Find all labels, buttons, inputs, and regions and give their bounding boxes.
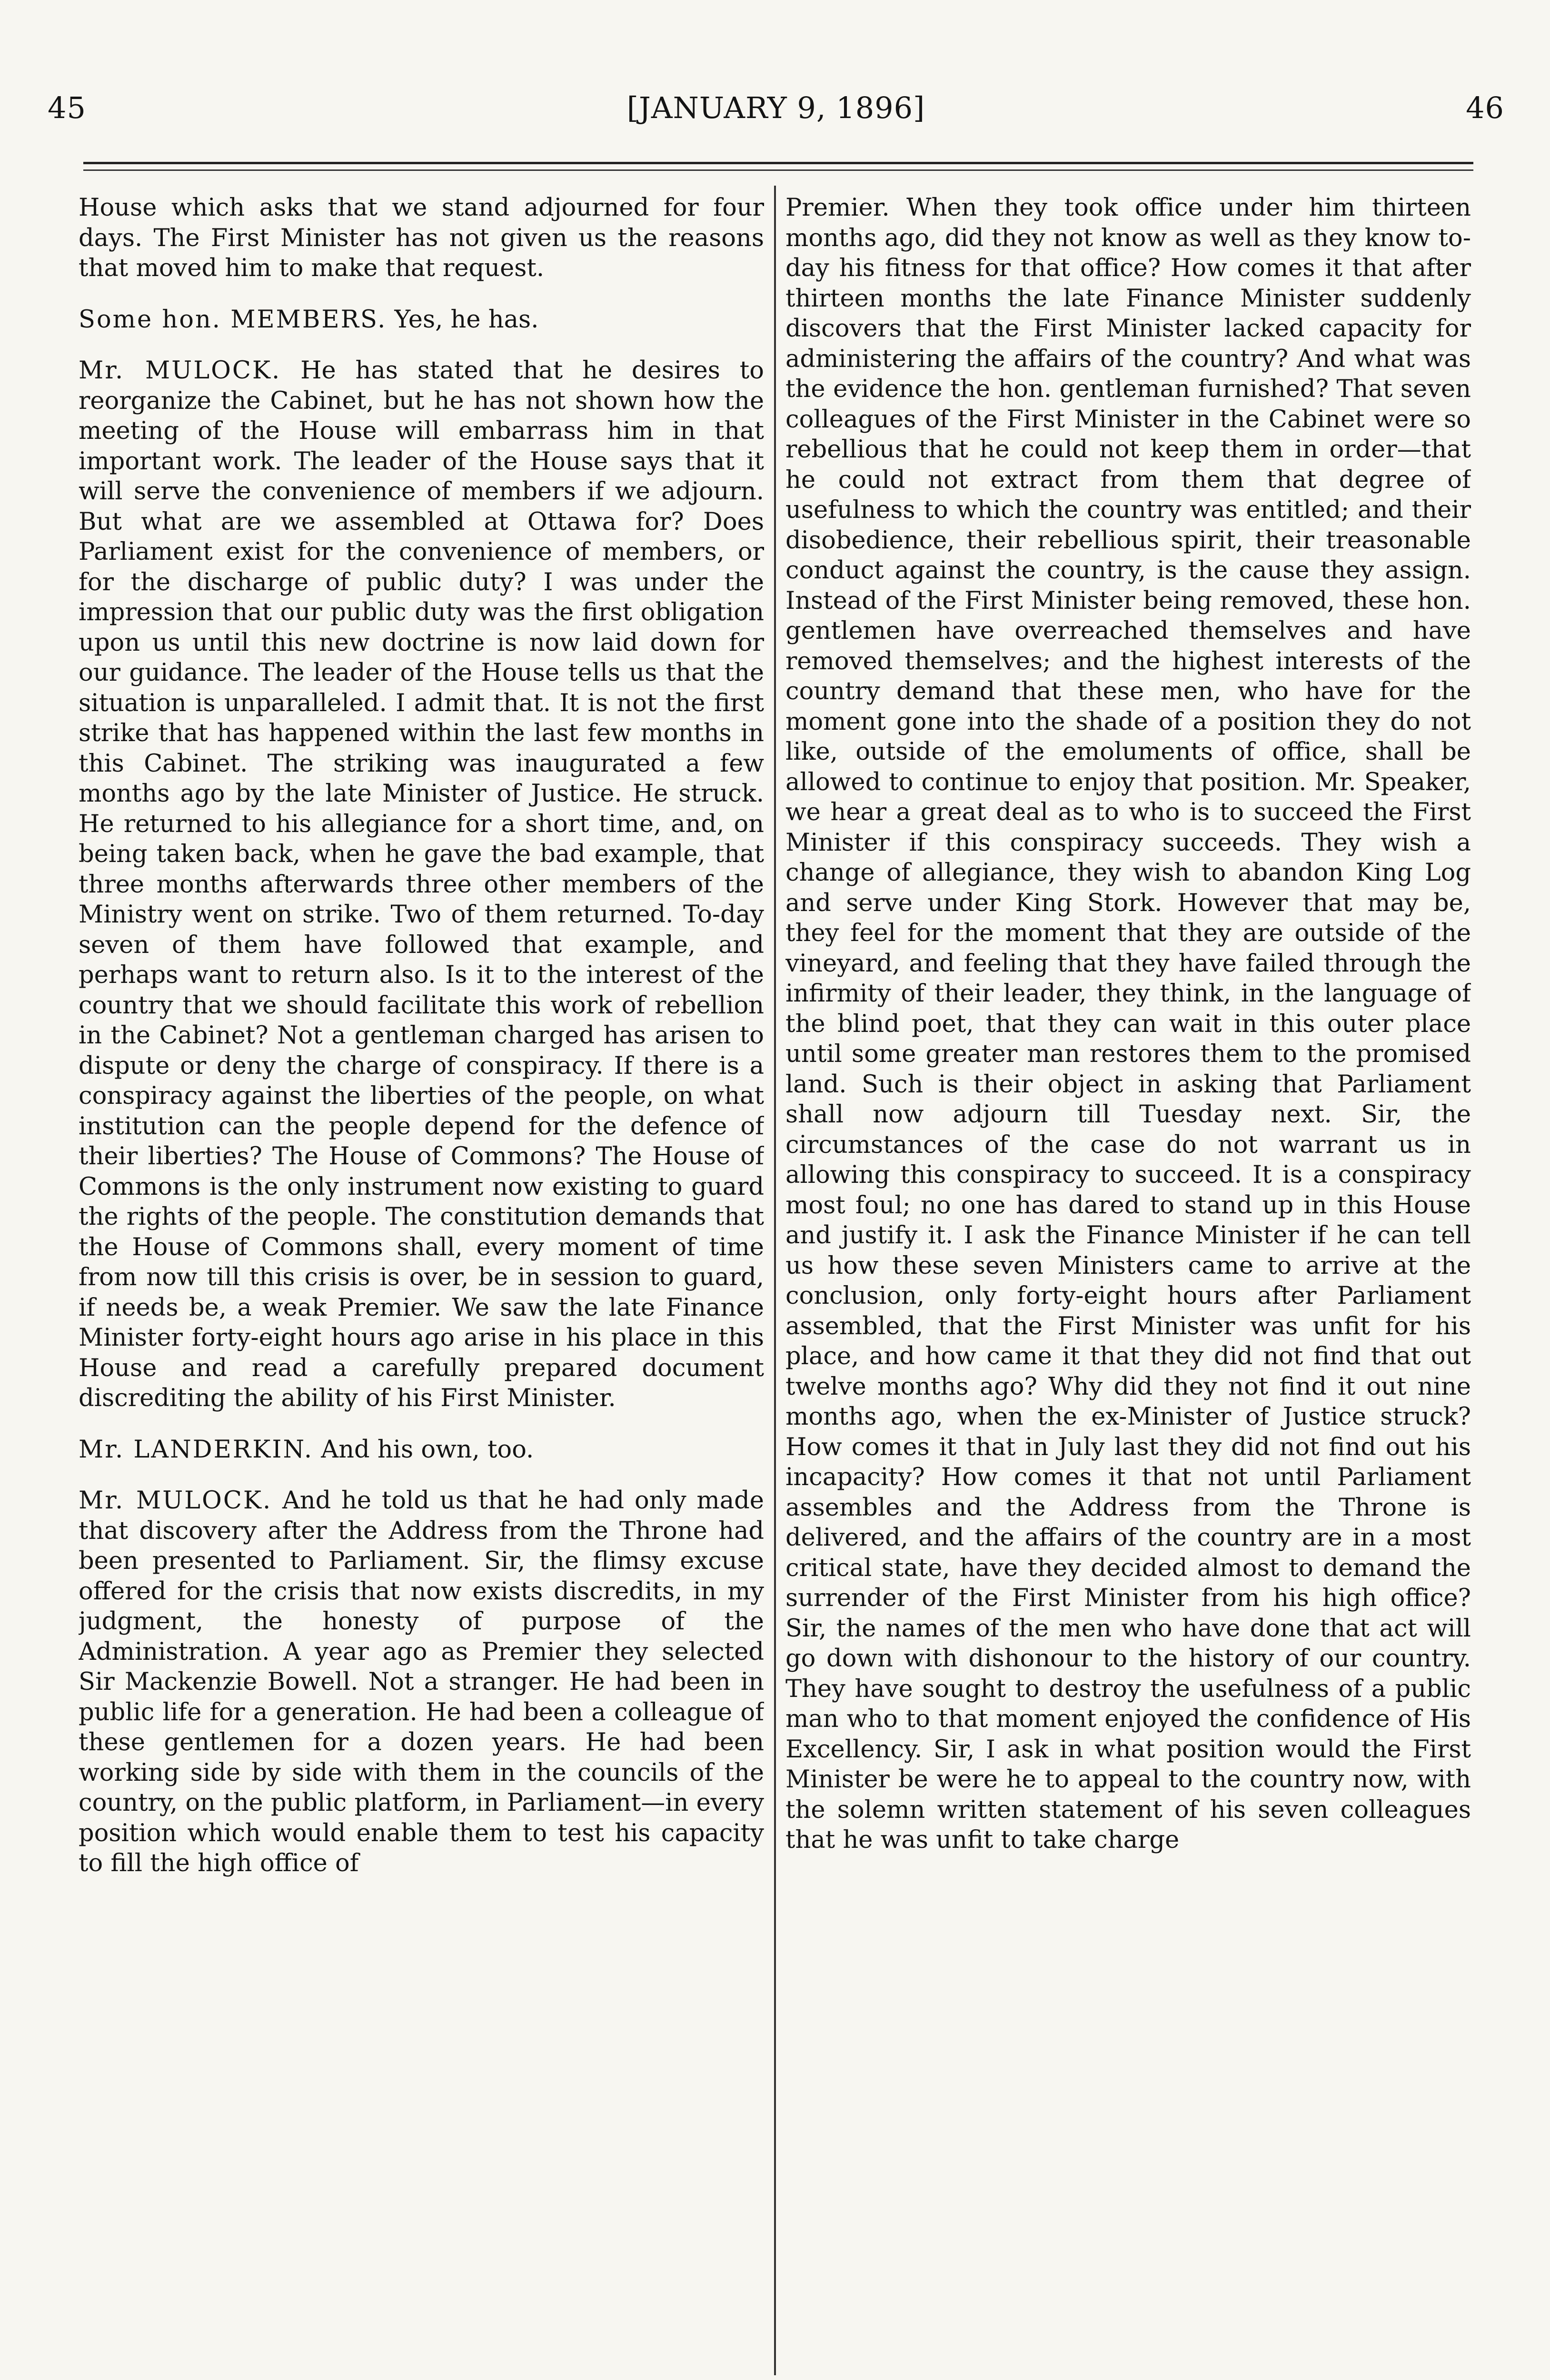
speech-text: And his own, too.: [313, 1435, 534, 1464]
speech-text: He has stated that he desires to reorganize the Cabinet, but he has not shown how the meeting of the House will embarrass him in that important work. The leader of the House says that it will serve the convenience of members if we adjourn. But what are we assembled at Ottawa for? Does Parliament exist for the convenience of members, or for the discharge of public duty? I was under the impression that our public duty was the first obligation upon us until this new doctrine is now laid down for our guidance. The leader of the House tells us that the situation is unparalleled. I admit that. It is not the first strike that has happened within the last few months in this Cabinet. The striking was inaugurated a few months ago by the late Minister of Justice. He struck. He returned to his allegiance for a short time, and, on being taken back, when he gave the bad example, that three months afterwards three other members of the Ministry went on strike. Two of them returned. To-day seven of them have followed that example, and perhaps want to return also. Is it to the interest of the country that we should facilitate this work of rebellion in the Cabinet? Not a gentleman charged has arisen to dispute or deny the charge of conspiracy. If there is a conspiracy against the liberties of the people, on what institution can the people depend for the defence of their liberties? The House of Commons? The House of Commons is the only instrument now existing to guard the rights of the people. The constitution demands that the House of Commons shall, every moment of time from now till this crisis is over, be in session to guard, if needs be, a weak Premier. We saw the late Finance Minister forty-eight hours ago arise in his place in this House and read a carefully prepared document discrediting the ability of his First Minister.: [79, 357, 764, 1412]
speaker-name: Mr. MULOCK.: [79, 1487, 272, 1515]
header-rule-top: [83, 162, 1473, 164]
left-column: [79, 193, 764, 2363]
page-number-left: 45: [48, 90, 86, 125]
paragraph: [79, 1435, 764, 1465]
speaker-name: Mr. MULOCK.: [79, 357, 281, 385]
header-rule-bottom: [83, 169, 1473, 171]
paragraph: [79, 1486, 764, 1879]
paragraph: [79, 305, 764, 335]
date-heading: [JANUARY 9, 1896]: [626, 90, 925, 125]
column-divider: [774, 186, 776, 2375]
right-column: [785, 193, 1471, 2363]
page-header: [48, 90, 1504, 143]
page-number-right: 46: [1466, 90, 1504, 125]
speech-text: Yes, he has.: [387, 305, 539, 334]
paragraph: House which asks that we stand adjourned for four days. The First Minister has not given us the reasons that moved him to make that request.: [79, 194, 764, 282]
paragraph: [79, 356, 764, 1414]
speaker-name: Mr. LANDERKIN.: [79, 1435, 314, 1464]
paragraph: Premier. When they took office under him thirteen months ago, did they not know as well as they know to-day his fitness for that office? How comes it that after thirteen months the late Finance Minister suddenly discovers that the First Minister lacked capacity for administering the affairs of the country? And what was the evidence the hon. gentleman furnished? That seven colleagues of the First Minister in the Cabinet were so rebellious that he could not keep them in order—that he could not extract from them that degree of usefulness to which the country was entitled; and their disobedience, their rebellious spirit, their treasonable conduct against the country, is the cause they assign. Instead of the First Minister being removed, these hon. gentlemen have overreached themselves and have removed themselves; and the highest interests of the country demand that these men, who have for the moment gone into the shade of a position they do not like, outside of the emoluments of office, shall be allowed to continue to enjoy that position. Mr. Speaker, we hear a great deal as to who is to succeed the First Minister if this conspiracy succeeds. They wish a change of allegiance, they wish to abandon King Log and serve under King Stork. However that may be, they feel for the moment that they are outside of the vineyard, and feeling that they have failed through the infirmity of their leader, they think, in the language of the blind poet, that they can wait in this outer place until some greater man restores them to the promised land. Such is their object in asking that Parliament shall now adjourn till Tuesday next. Sir, the circumstances of the case do not warrant us in allowing this conspiracy to succeed. It is a conspiracy most foul; no one has dared to stand up in this House and justify it. I ask the Finance Minister if he can tell us how these seven Ministers came to arrive at the conclusion, only forty-eight hours after Parliament assembled, that the First Minister was unfit for his place, and how came it that they did not find that out twelve months ago? Why did they not find it out nine months ago, when the ex-Minister of Justice struck? How comes it that in July last they did not find out his incapacity? How comes it that not until Parliament assembles and the Address from the Throne is delivered, and the affairs of the country are in a most critical state, have they decided almost to demand the surrender of the First Minister from his high office? Sir, the names of the men who have done that act will go down with dishonour to the history of our country. They have sought to destroy the usefulness of a public man who to that moment enjoyed the confidence of His Excellency. Sir, I ask in what position would the First Minister be were he to appeal to the country now, with the solemn written statement of his seven colleagues that he was unfit to take charge: [785, 194, 1471, 1854]
speech-text: And he told us that he had only made that discovery after the Address from the Throne had been presented to Parliament. Sir, the flimsy excuse offered for the crisis that now exists discredits, in my judgment, the honesty of purpose of the Administration. A year ago as Premier they selected Sir Mackenzie Bowell. Not a stranger. He had been in public life for a generation. He had been a colleague of these gentlemen for a dozen years. He had been working side by side with them in the councils of the country, on the public platform, in Parliament—in every position which would enable them to test his capacity to fill the high office of: [79, 1487, 764, 1877]
speaker-name: Some hon. MEMBERS.: [79, 305, 387, 334]
